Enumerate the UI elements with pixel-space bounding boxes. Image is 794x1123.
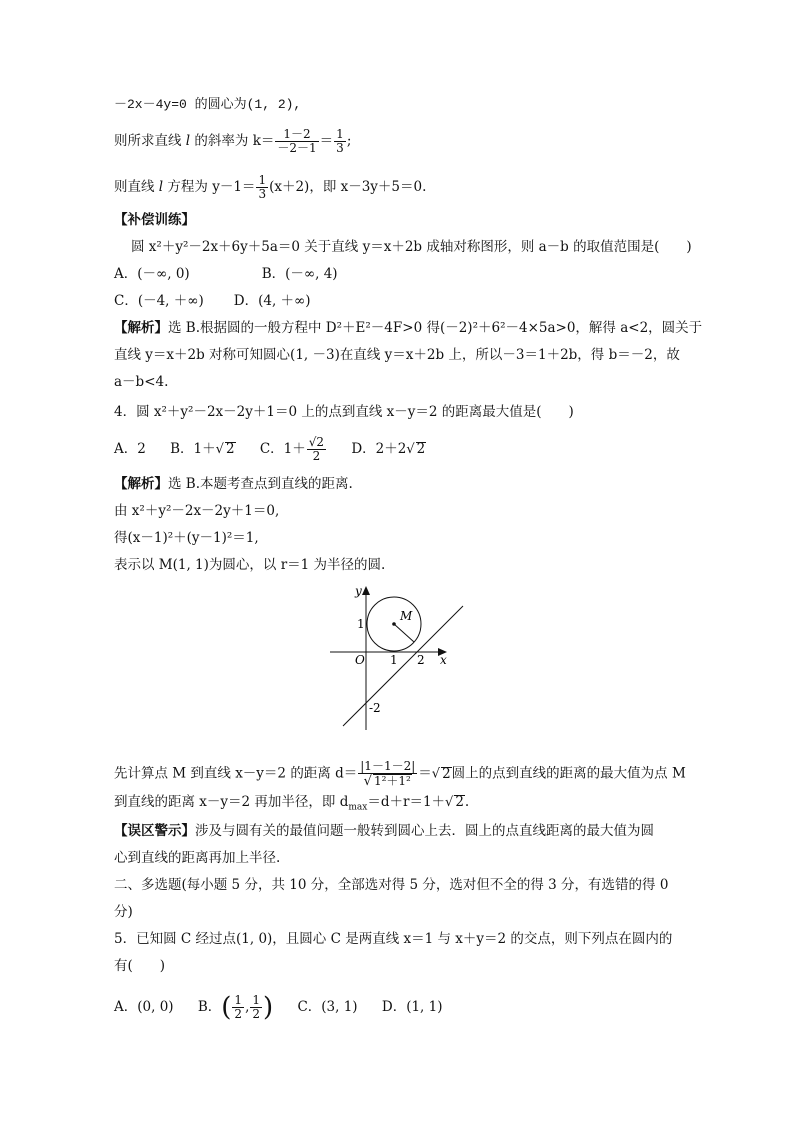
options-q4 <box>114 436 426 463</box>
options-row-ab <box>114 264 338 284</box>
question-4: 4．圆 x²＋y²－2x－2y＋1＝0 上的点到直线 x－y＝2 的距离最大值是( ) <box>114 404 574 420</box>
distance-calc: 先计算点 M 到直线 x－y＝2 的距离 d＝ $\frac{|1-1-2|}{\text{√ 1²＋1²}}$ ＝√ 2圆上的点到直线的距离的最大值为点 M <box>114 759 686 789</box>
label-origin: O <box>355 653 365 667</box>
circle-line-figure <box>325 582 465 732</box>
option-b: B．( $\frac{1}{2}$ , $\frac{1}{2}$ ) <box>197 992 274 1023</box>
option-d: D．(4, ＋∞) <box>233 293 311 309</box>
label-x-1: 1 <box>390 653 398 667</box>
option-c: C．(－4, ＋∞) <box>114 293 204 309</box>
line-equation: 则直线 l 方程为 y－1＝ $\frac{1}{3}$ (x＋2)，即 x－3y＋5＝0. <box>114 173 427 201</box>
warning-note-cont: 心到直线的距离再加上半径. <box>114 850 281 866</box>
label-y-1: 1 <box>357 617 365 631</box>
label-x: x <box>440 653 447 667</box>
slope-fraction-2: $\frac{1}{3}$ <box>336 127 344 155</box>
y-axis-arrow <box>362 586 370 595</box>
option-a: A．2 <box>114 441 146 457</box>
section-multi-choice-cont: 分) <box>114 904 133 920</box>
analysis-1: 【解析】选 B.根据圆的一般方程中 D²＋E²－4F>0 得(－2)²＋6²－4×5a>0，解得 a<2，圆关于 <box>114 320 703 336</box>
option-d: D．2＋2√ 2 <box>351 441 426 457</box>
analysis-1-cont: 直线 y＝x＋2b 对称可知圆心(1, －3)在直线 y＝x＋2b 上，所以－3＝1＋2b，得 b＝－2，故 <box>114 347 680 363</box>
option-a: A．(0, 0) <box>114 999 174 1015</box>
option-d: D．(1, 1) <box>381 999 443 1015</box>
options-row-cd <box>114 291 311 311</box>
slope-fraction-1: $\frac{1-2}{-2-1}$ <box>277 127 317 155</box>
label-m: M <box>400 609 413 623</box>
label-neg2: -2 <box>369 701 381 715</box>
options-q5 <box>114 994 443 1021</box>
solution-line-1: －2x－4y=0 的圆心为(1, 2), <box>114 97 302 112</box>
question-practice: 圆 x²＋y²－2x＋6y＋5a＝0 关于直线 y＝x＋2b 成轴对称图形，则 a－b 的取值范围是( ) <box>131 239 692 255</box>
distance-max: 到直线的距离 x－y＝2 再加半径，即 $d_{max}=d+r=1+√$ 2. <box>114 794 470 813</box>
section-tag-practice: 【补偿训练】 <box>114 212 195 228</box>
question-5: 5．已知圆 C 经过点(1, 0)，且圆心 C 是两直线 x＝1 与 x＋y＝2 的交点，则下列点在圆内的 <box>114 931 673 947</box>
radius-line <box>394 624 414 642</box>
analysis-2-circle: 表示以 M(1, 1)为圆心，以 r＝1 为半径的圆. <box>114 557 386 573</box>
option-b: B．(－∞, 4) <box>261 266 338 282</box>
analysis-1-end: a－b<4. <box>114 374 169 390</box>
question-5-cont: 有( ) <box>114 958 166 974</box>
line-fraction: $\frac{1}{3}$ <box>258 173 267 201</box>
option-b: B．1＋√ 2 <box>170 441 235 457</box>
option-c: C．1＋ $\frac{√2}{2}$ <box>259 435 325 463</box>
analysis-2: 【解析】选 B.本题考查点到直线的距离. <box>114 476 353 492</box>
distance-fraction: $\frac{|1-1-2|}{\text{√ 1²＋1²}}$ <box>360 759 416 789</box>
label-x-2: 2 <box>417 653 425 667</box>
label-y: y <box>355 584 362 598</box>
analysis-2-eq1: 由 x²＋y²－2x－2y＋1＝0, <box>114 503 280 519</box>
warning-note: 【误区警示】涉及与圆有关的最值问题一般转到圆心上去．圆上的点直线距离的最大值为圆 <box>114 823 654 839</box>
option-c: C．(3, 1) <box>297 999 358 1015</box>
section-multi-choice: 二、多选题(每小题 5 分，共 10 分，全部选对得 5 分，选对但不全的得 3 分，有选错的得 0 <box>114 877 669 893</box>
option-a: A．(－∞, 0) <box>114 266 190 282</box>
slope-line: 则所求直线 l 的斜率为 k＝ $\frac{1-2}{-2-1}$ ＝ $\frac{1}{3}$ ; <box>114 127 352 155</box>
analysis-2-eq2: 得(x－1)²＋(y－1)²＝1, <box>114 530 259 546</box>
